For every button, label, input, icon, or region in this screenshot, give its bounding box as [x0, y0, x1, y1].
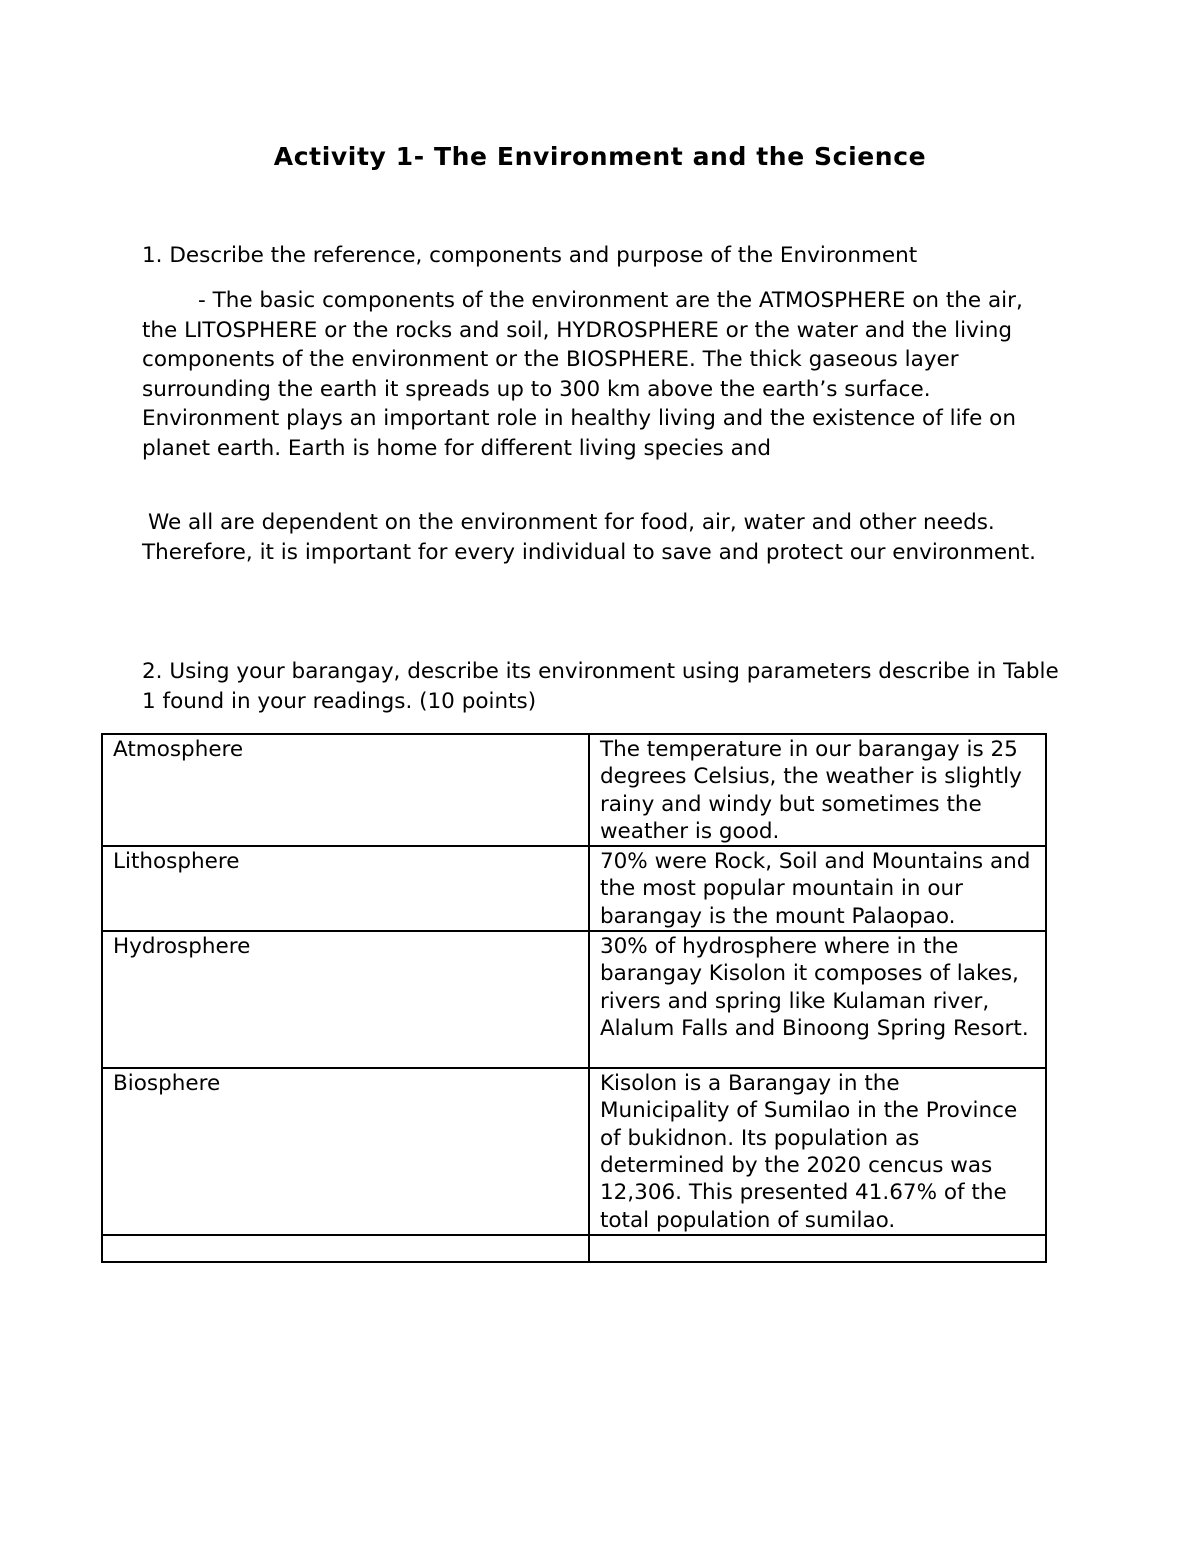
question-1-answer-paragraph-1: - The basic components of the environment are the ATMOSPHERE on the air, the LITOSPHERE or the rocks and soil, HYDROSPHERE or the water and the living components of the environment or the BIOSPHERE. The thick gaseous layer surrounding the earth it spreads up to 300 km above the earth’s surface. Environment plays an important role in healthy living and the existence of life on planet earth. Earth is home for different living species and: [142, 288, 1023, 461]
parameter-description: 70% were Rock, Soil and Mountains and the most popular mountain in our barangay is the mount Palaopao.: [589, 846, 1046, 931]
parameter-label: Atmosphere: [102, 734, 589, 846]
question-2-prompt: 2. Using your barangay, describe its environment using parameters describe in Table 1 found in your readings. (10 points): [142, 659, 1059, 714]
table-row: [102, 846, 1046, 931]
question-1-answer-paragraph-2: We all are dependent on the environment for food, air, water and other needs. Therefore, it is important for every individual to save and protect our environment.: [142, 510, 1037, 565]
parameter-label: Biosphere: [102, 1068, 589, 1235]
question-1-prompt: 1. Describe the reference, components and purpose of the Environment: [142, 243, 918, 268]
parameter-description: The temperature in our barangay is 25 degrees Celsius, the weather is slightly rainy and windy but sometimes the weather is good.: [589, 734, 1046, 846]
table-row: [102, 734, 1046, 846]
table-row: [102, 931, 1046, 1068]
parameter-label: Hydrosphere: [102, 931, 589, 1068]
parameter-description: [589, 1235, 1046, 1262]
table-row-empty: [102, 1235, 1046, 1262]
parameter-description: Kisolon is a Barangay in the Municipality of Sumilao in the Province of bukidnon. Its population as determined by the 2020 cencus was 12,306. This presented 41.67% of the total population of sumilao.: [589, 1068, 1046, 1235]
parameter-label: [102, 1235, 589, 1262]
page-title: Activity 1- The Environment and the Science: [273, 142, 927, 171]
table-row: [102, 1068, 1046, 1235]
environment-parameters-table: [101, 733, 1047, 1263]
parameter-label: Lithosphere: [102, 846, 589, 931]
parameter-description: 30% of hydrosphere where in the barangay Kisolon it composes of lakes, rivers and spring like Kulaman river, Alalum Falls and Binoong Spring Resort.: [589, 931, 1046, 1068]
